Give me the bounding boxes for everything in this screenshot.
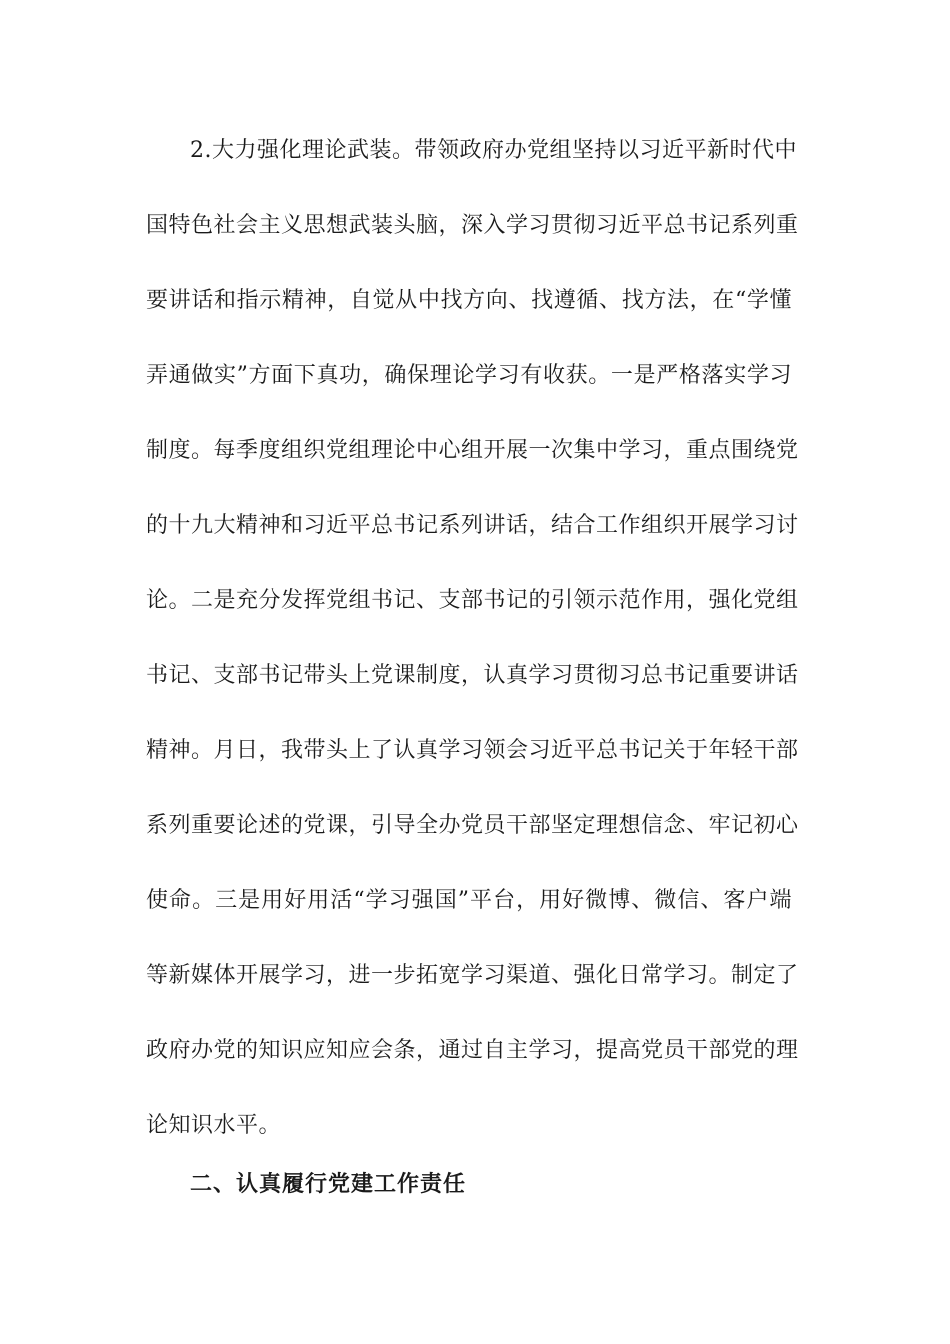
paragraph-line: 要讲话和指示精神，自觉从中找方向、找遵循、找方法，在“学懂 (146, 288, 792, 313)
paragraph-line: 的十九大精神和习近平总书记系列讲话，结合工作组织开展学习讨 (146, 513, 799, 538)
section-heading: 二、认真履行党建工作责任 (190, 1172, 467, 1197)
paragraph-line: 论知识水平。 (146, 1113, 282, 1138)
paragraph-line: 2.大力强化理论武装。带领政府办党组坚持以习近平新时代中 (190, 138, 797, 163)
paragraph-line: 精神。月日，我带头上了认真学习领会习近平总书记关于年轻干部 (146, 738, 799, 763)
paragraph-line: 书记、支部书记带头上党课制度，认真学习贯彻习总书记重要讲话 (146, 663, 799, 688)
paragraph-line: 政府办党的知识应知应会条，通过自主学习，提高党员干部党的理 (146, 1038, 799, 1063)
paragraph-line: 弄通做实”方面下真功，确保理论学习有收获。一是严格落实学习 (146, 363, 792, 388)
paragraph-line: 论。二是充分发挥党组书记、支部书记的引领示范作用，强化党组 (146, 588, 799, 613)
paragraph-line: 等新媒体开展学习，进一步拓宽学习渠道、强化日常学习。制定了 (146, 963, 799, 988)
paragraph-line: 制度。每季度组织党组理论中心组开展一次集中学习，重点围绕党 (146, 438, 799, 463)
paragraph-line: 使命。三是用好用活“学习强国”平台，用好微博、微信、客户端 (146, 888, 792, 913)
paragraph-line: 国特色社会主义思想武装头脑，深入学习贯彻习近平总书记系列重 (146, 213, 799, 238)
paragraph-line: 系列重要论述的党课，引导全办党员干部坚定理想信念、牢记初心 (146, 813, 799, 838)
